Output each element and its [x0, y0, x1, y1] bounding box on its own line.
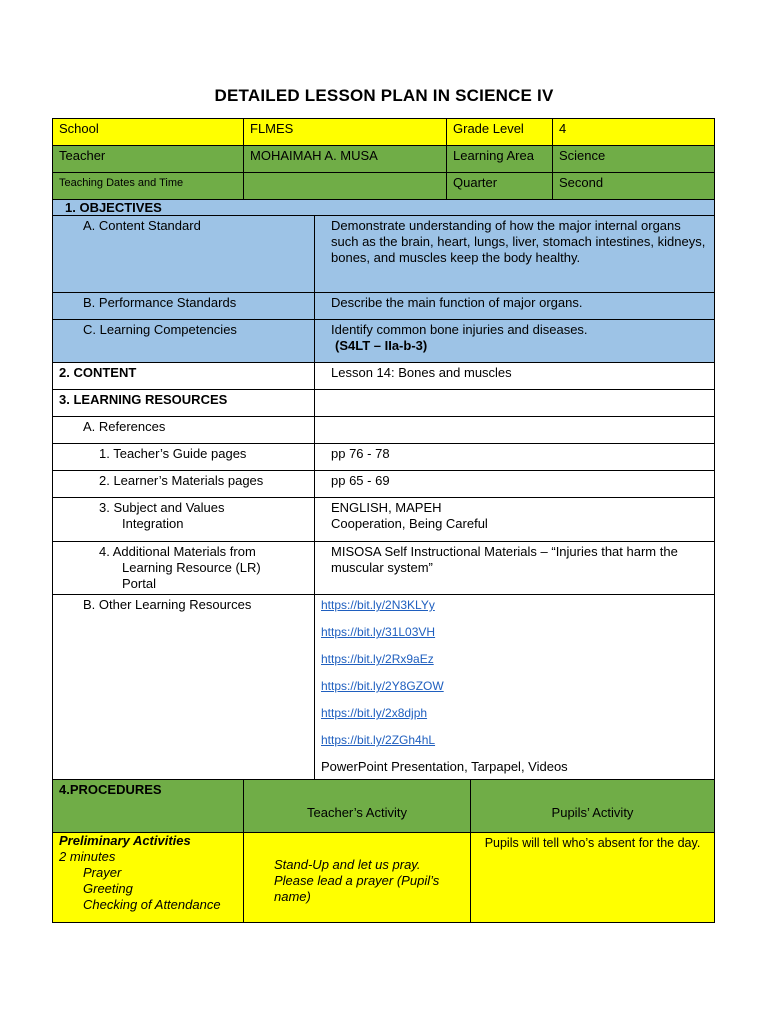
content-standard-label: A. Content Standard — [53, 216, 315, 293]
resource-link[interactable]: https://bit.ly/2Rx9aEz — [321, 652, 434, 666]
subject-integration-label-line2: Integration — [122, 516, 184, 531]
additional-materials-value: MISOSA Self Instructional Materials – “Injuries that harm the muscular system” — [315, 542, 715, 595]
teacher-label: Teacher — [53, 146, 244, 173]
additional-materials-label-line2: Learning Resource (LR) — [122, 560, 261, 575]
preliminary-activities-cell — [53, 833, 244, 923]
learning-competencies-label: C. Learning Competencies — [53, 320, 315, 363]
references-label: A. References — [53, 417, 315, 444]
preliminary-activities-time: 2 minutes — [59, 849, 116, 864]
quarter-label: Quarter — [447, 173, 553, 200]
references-empty — [315, 417, 715, 444]
learners-materials-value: pp 65 - 69 — [315, 471, 715, 498]
additional-materials-label — [53, 542, 315, 595]
other-resources-note: PowerPoint Presentation, Tarpapel, Videos — [321, 759, 568, 774]
learning-resources-heading: 3. LEARNING RESOURCES — [53, 390, 315, 417]
teachers-guide-value: pp 76 - 78 — [315, 444, 715, 471]
preliminary-item: Checking of Attendance — [83, 897, 221, 912]
additional-materials-label-line3: Portal — [122, 576, 156, 591]
subject-integration-label-line1: 3. Subject and Values — [99, 500, 225, 515]
teaching-dates-label: Teaching Dates and Time — [53, 173, 244, 200]
resource-link[interactable]: https://bit.ly/2N3KLYy — [321, 598, 435, 612]
subject-integration-value — [315, 498, 715, 542]
learning-competencies-cell — [315, 320, 715, 363]
other-resources-cell — [315, 595, 715, 786]
resource-link[interactable]: https://bit.ly/2x8djph — [321, 706, 428, 720]
subject-integration-value-line2: Cooperation, Being Careful — [331, 516, 488, 531]
header-info-table — [52, 118, 715, 200]
subject-integration-value-line1: ENGLISH, MAPEH — [331, 500, 442, 515]
procedures-table — [52, 779, 715, 923]
content-value: Lesson 14: Bones and muscles — [315, 363, 715, 390]
preliminary-item: Greeting — [83, 881, 133, 896]
resource-link[interactable]: https://bit.ly/2Y8GZOW — [321, 679, 444, 693]
objectives-heading: 1. OBJECTIVES — [53, 200, 715, 216]
content-standard-value: Demonstrate understanding of how the major internal organs such as the brain, heart, lungs, liver, stomach intestines, kidneys, bones, and muscles keep the body healthy. — [315, 216, 715, 293]
resource-link[interactable]: https://bit.ly/2ZGh4hL — [321, 733, 436, 747]
teachers-guide-label: 1. Teacher’s Guide pages — [53, 444, 315, 471]
quarter-value: Second — [553, 173, 715, 200]
teachers-activity-text: Stand-Up and let us pray. Please lead a prayer (Pupil’s name) — [244, 833, 471, 923]
resource-link[interactable]: https://bit.ly/31L03VH — [321, 625, 436, 639]
lesson-plan-table — [52, 199, 715, 786]
additional-materials-label-line1: 4. Additional Materials from — [99, 544, 256, 559]
grade-level-label: Grade Level — [447, 119, 553, 146]
pupils-activity-header: Pupils’ Activity — [471, 780, 715, 833]
page-title: DETAILED LESSON PLAN IN SCIENCE IV — [214, 86, 554, 105]
other-resources-label: B. Other Learning Resources — [53, 595, 315, 786]
learning-resources-empty — [315, 390, 715, 417]
learning-area-label: Learning Area — [447, 146, 553, 173]
school-value: FLMES — [244, 119, 447, 146]
learning-competencies-value: Identify common bone injuries and diseases. — [331, 322, 588, 337]
performance-standards-value: Describe the main function of major organs. — [315, 293, 715, 320]
pupils-activity-text: Pupils will tell who’s absent for the day. — [471, 833, 715, 923]
teacher-value: MOHAIMAH A. MUSA — [244, 146, 447, 173]
preliminary-activities-title: Preliminary Activities — [59, 833, 191, 848]
grade-level-value: 4 — [553, 119, 715, 146]
teachers-activity-header: Teacher’s Activity — [244, 780, 471, 833]
learning-area-value: Science — [553, 146, 715, 173]
content-label: 2. CONTENT — [53, 363, 315, 390]
procedures-heading: 4.PROCEDURES — [53, 780, 244, 833]
subject-integration-label — [53, 498, 315, 542]
teaching-dates-value — [244, 173, 447, 200]
performance-standards-label: B. Performance Standards — [53, 293, 315, 320]
preliminary-item: Prayer — [83, 865, 122, 880]
school-label: School — [53, 119, 244, 146]
learners-materials-label: 2. Learner’s Materials pages — [53, 471, 315, 498]
learning-competencies-code: (S4LT – IIa-b-3) — [335, 338, 428, 353]
